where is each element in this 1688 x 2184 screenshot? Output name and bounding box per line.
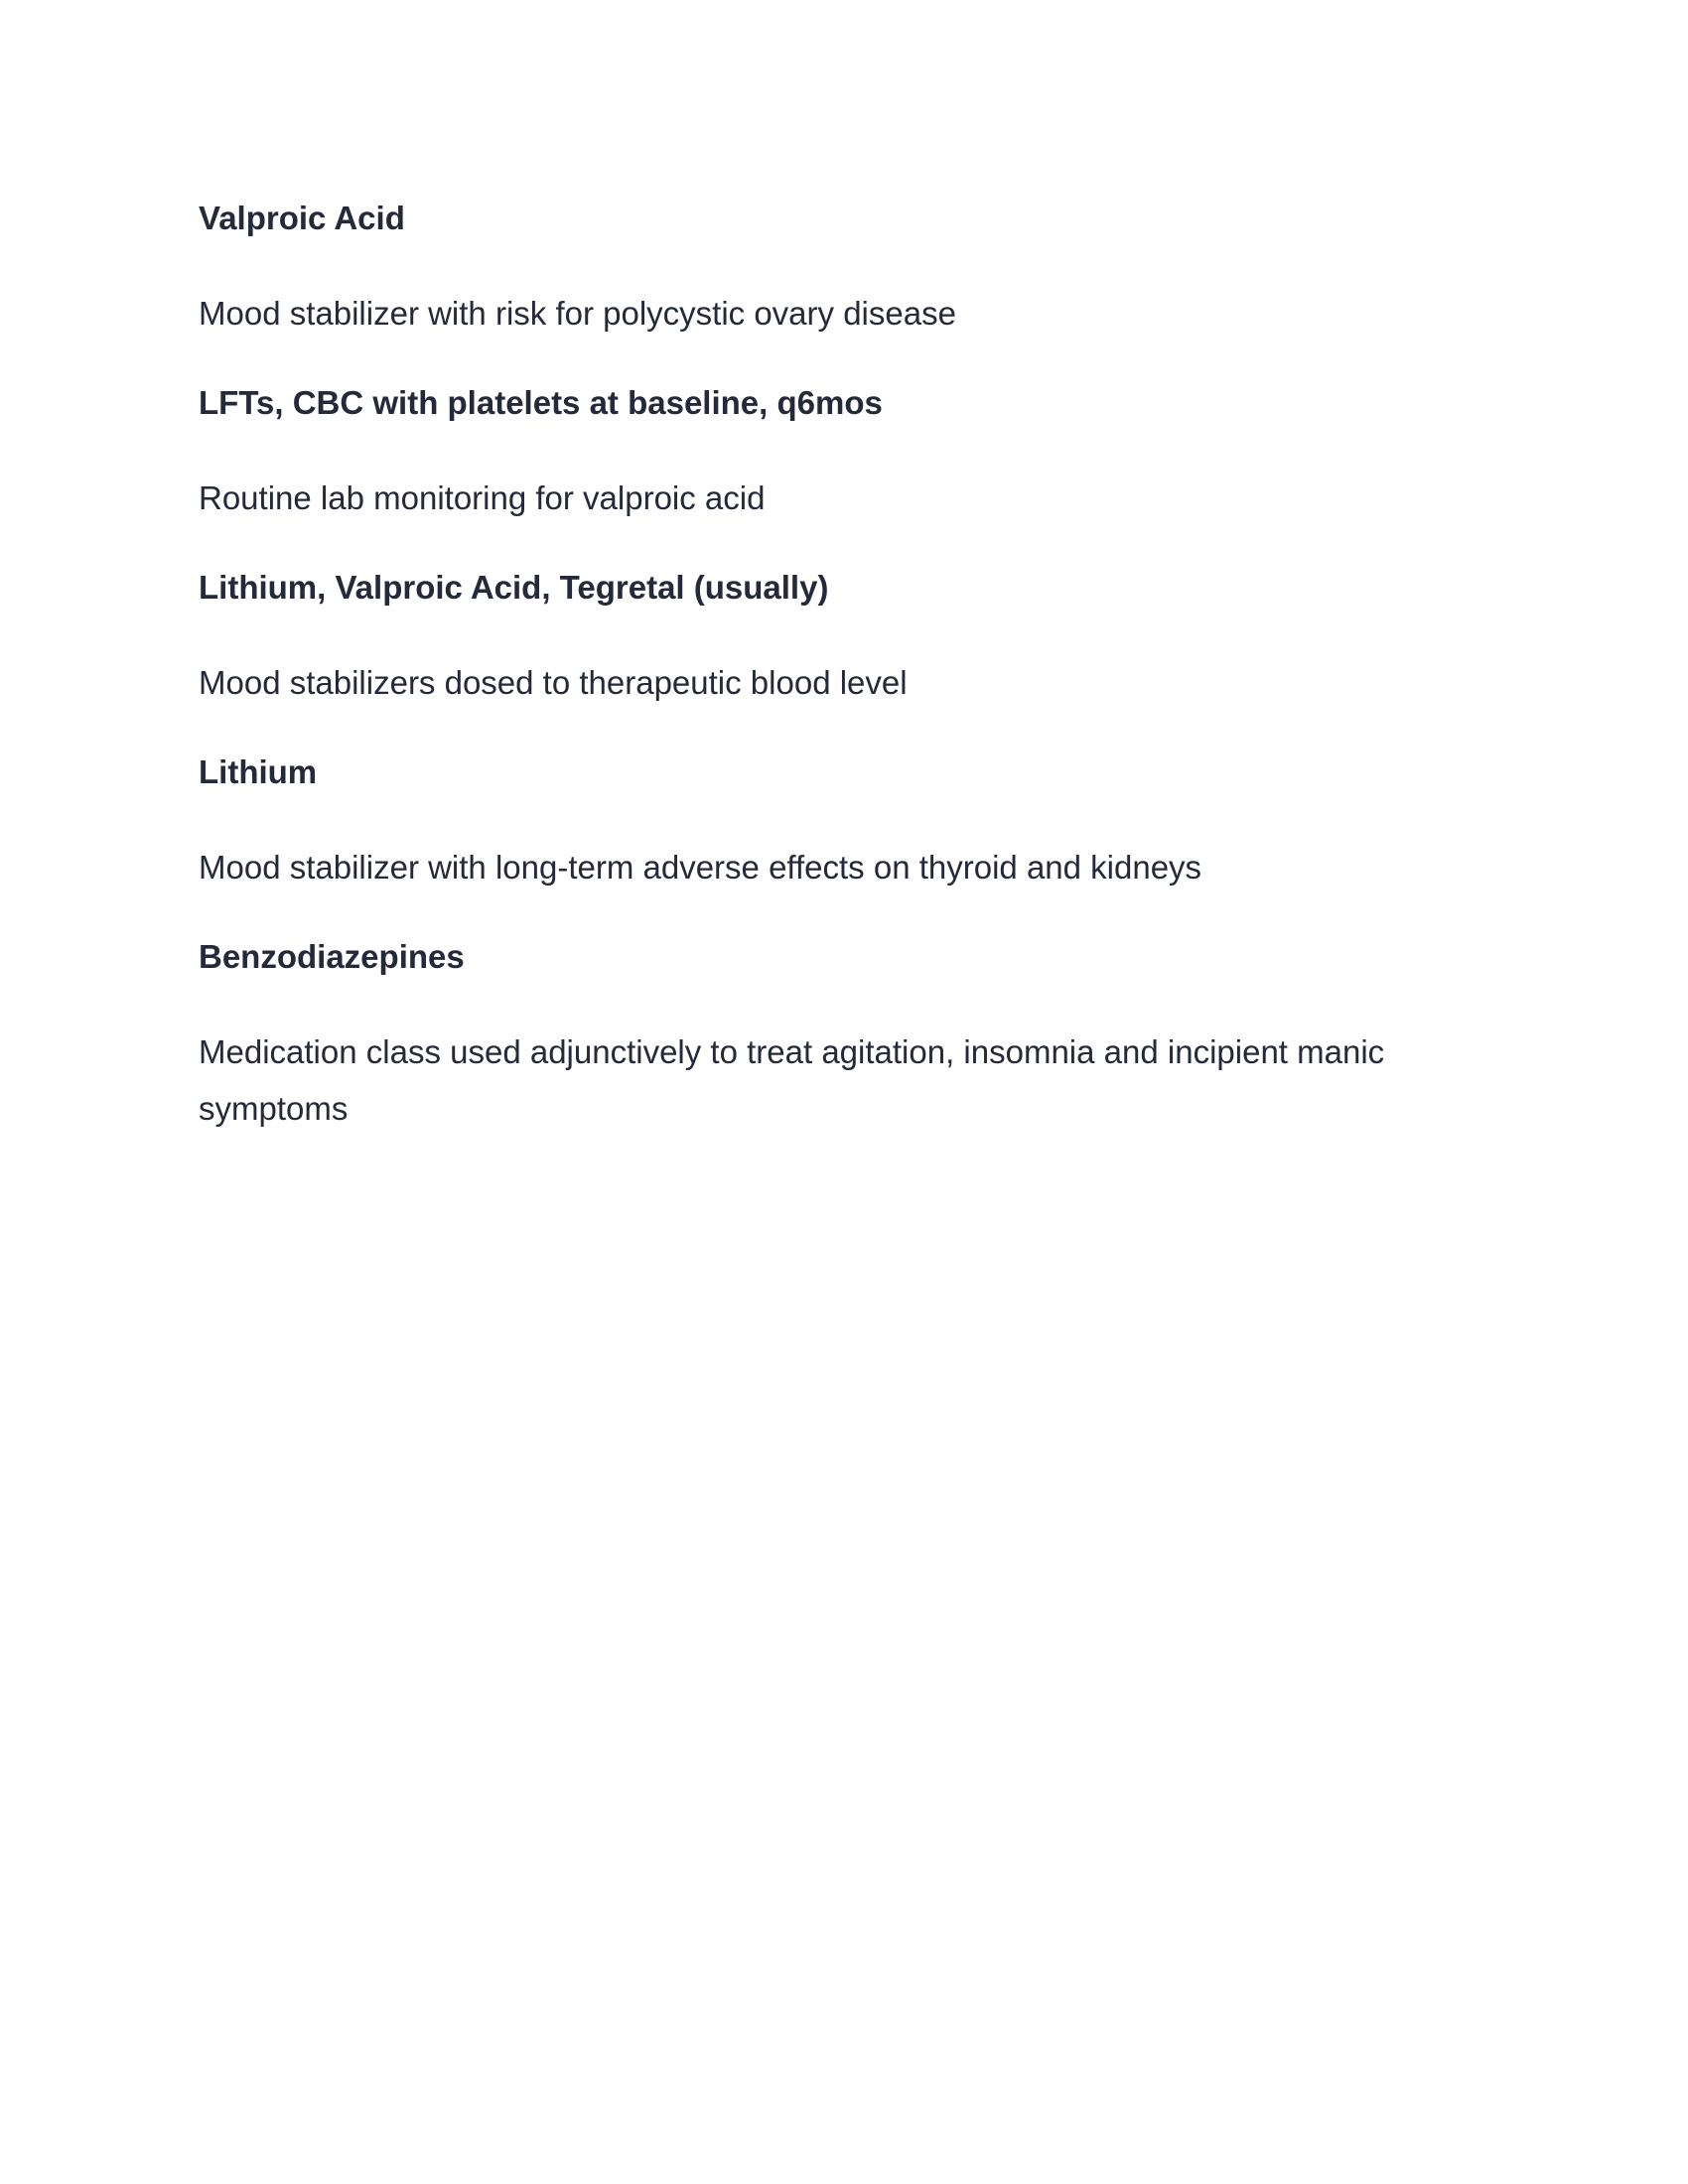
document-page xyxy=(199,195,1489,1174)
definition-therapeutic-level-drugs: Mood stabilizers dosed to therapeutic blood level xyxy=(199,664,908,701)
term-valproic-acid: Valproic Acid xyxy=(199,200,405,236)
term-benzodiazepines: Benzodiazepines xyxy=(199,938,465,975)
term-lithium: Lithium xyxy=(199,753,318,790)
definition-lithium: Mood stabilizer with long-term adverse effects on thyroid and kidneys xyxy=(199,849,1202,886)
term-therapeutic-level-drugs: Lithium, Valproic Acid, Tegretal (usually) xyxy=(199,569,829,606)
definition-lab-monitoring: Routine lab monitoring for valproic acid xyxy=(199,479,766,516)
term-lab-monitoring: LFTs, CBC with platelets at baseline, q6mos xyxy=(199,384,883,421)
definition-benzodiazepines: Medication class used adjunctively to treat agitation, insomnia and incipient manic symptoms xyxy=(199,1033,1385,1127)
definition-valproic-acid: Mood stabilizer with risk for polycystic ovary disease xyxy=(199,295,956,332)
